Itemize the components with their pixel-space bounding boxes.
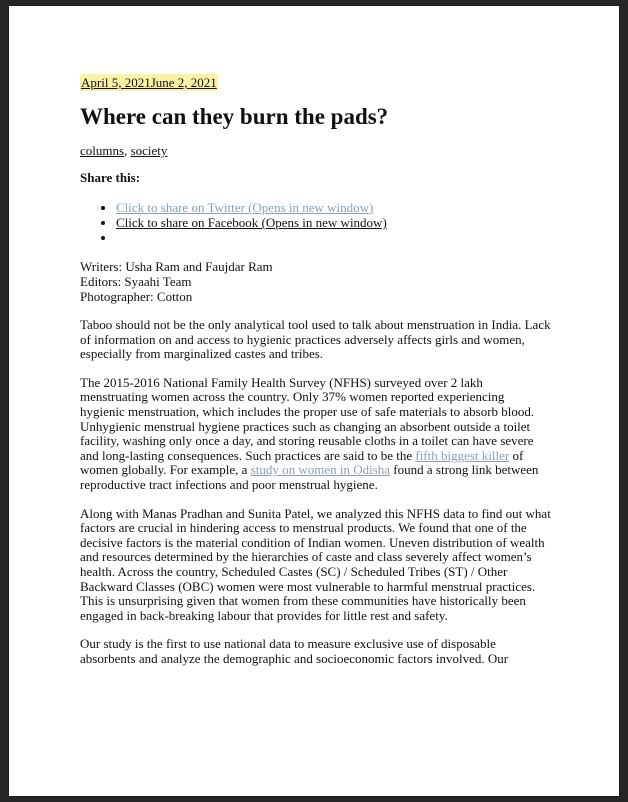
- fifth-biggest-killer-link[interactable]: fifth biggest killer: [415, 447, 510, 463]
- credit-editors: Editors: Syaahi Team: [80, 274, 192, 289]
- paragraph-2-text-b: of women globally. For example, a: [80, 447, 524, 478]
- category-links: [80, 143, 552, 158]
- share-list: [80, 200, 552, 245]
- post-dates[interactable]: April 5, 2021June 2, 2021: [81, 75, 217, 90]
- category-link-columns[interactable]: columns: [80, 143, 125, 158]
- article: [80, 74, 552, 666]
- paragraph-3: Along with Manas Pradhan and Sunita Patel, we analyzed this NFHS data to find out what factors are crucial in hindering access to menstrual products. We found that one of the decisive factors is the material condition of Indian women. Uneven distribution of wealth and resources determined by the hierarchies of caste and class severely affect women’s health. Across the country, Scheduled Castes (SC) / Scheduled Tribes (ST) / Other Backward Classes (OBC) women were most vulnerable to harmful menstrual practices. This is unsurprising given that women from these communities have historically been engaged in back-breaking labour that provides for little rest and safety.: [80, 505, 551, 623]
- paragraph-4: Our study is the first to use national data to measure exclusive use of disposable absorbents and analyze the demographic and socioeconomic factors involved. Our: [80, 636, 509, 666]
- odisha-study-link[interactable]: study on women in Odisha: [250, 462, 391, 478]
- share-item-empty: [116, 230, 552, 245]
- share-heading: Share this:: [80, 170, 141, 185]
- document-page: [9, 6, 619, 796]
- category-separator: ,: [124, 143, 131, 158]
- share-item-twitter: [116, 200, 552, 215]
- share-facebook-link[interactable]: Click to share on Facebook (Opens in new window): [116, 215, 387, 230]
- credit-photographer: Photographer: Cotton: [80, 289, 193, 304]
- credit-writers: Writers: Usha Ram and Faujdar Ram: [80, 259, 273, 274]
- paragraph-2-text-c: found a strong link between reproductive tract infections and poor menstrual hygiene.: [80, 462, 539, 492]
- page-title: Where can they burn the pads?: [80, 104, 389, 129]
- credits: [80, 259, 552, 304]
- category-link-society[interactable]: society: [130, 143, 168, 158]
- paragraph-1: Taboo should not be the only analytical tool used to talk about menstruation in India. Lack of information on and access to hygienic practices adversely affects girls and women, especially from marginalized castes and tribes.: [80, 317, 551, 362]
- share-twitter-link[interactable]: Click to share on Twitter (Opens in new window): [116, 200, 374, 215]
- paragraph-2: [80, 376, 552, 493]
- paragraph-2-text-a: The 2015-2016 National Family Health Survey (NFHS) surveyed over 2 lakh menstruating women across the country. Only 37% women reported experiencing hygienic menstruation, which includes the proper use of safe materials to absorb blood. Unhygienic menstrual hygiene practices such as changing an absorbent outside a toilet facility, washing only once a day, and storing reusable cloths in a toilet can have severe and long-lasting consequences. Such practices are said to be the: [80, 374, 535, 463]
- share-item-facebook: [116, 215, 552, 230]
